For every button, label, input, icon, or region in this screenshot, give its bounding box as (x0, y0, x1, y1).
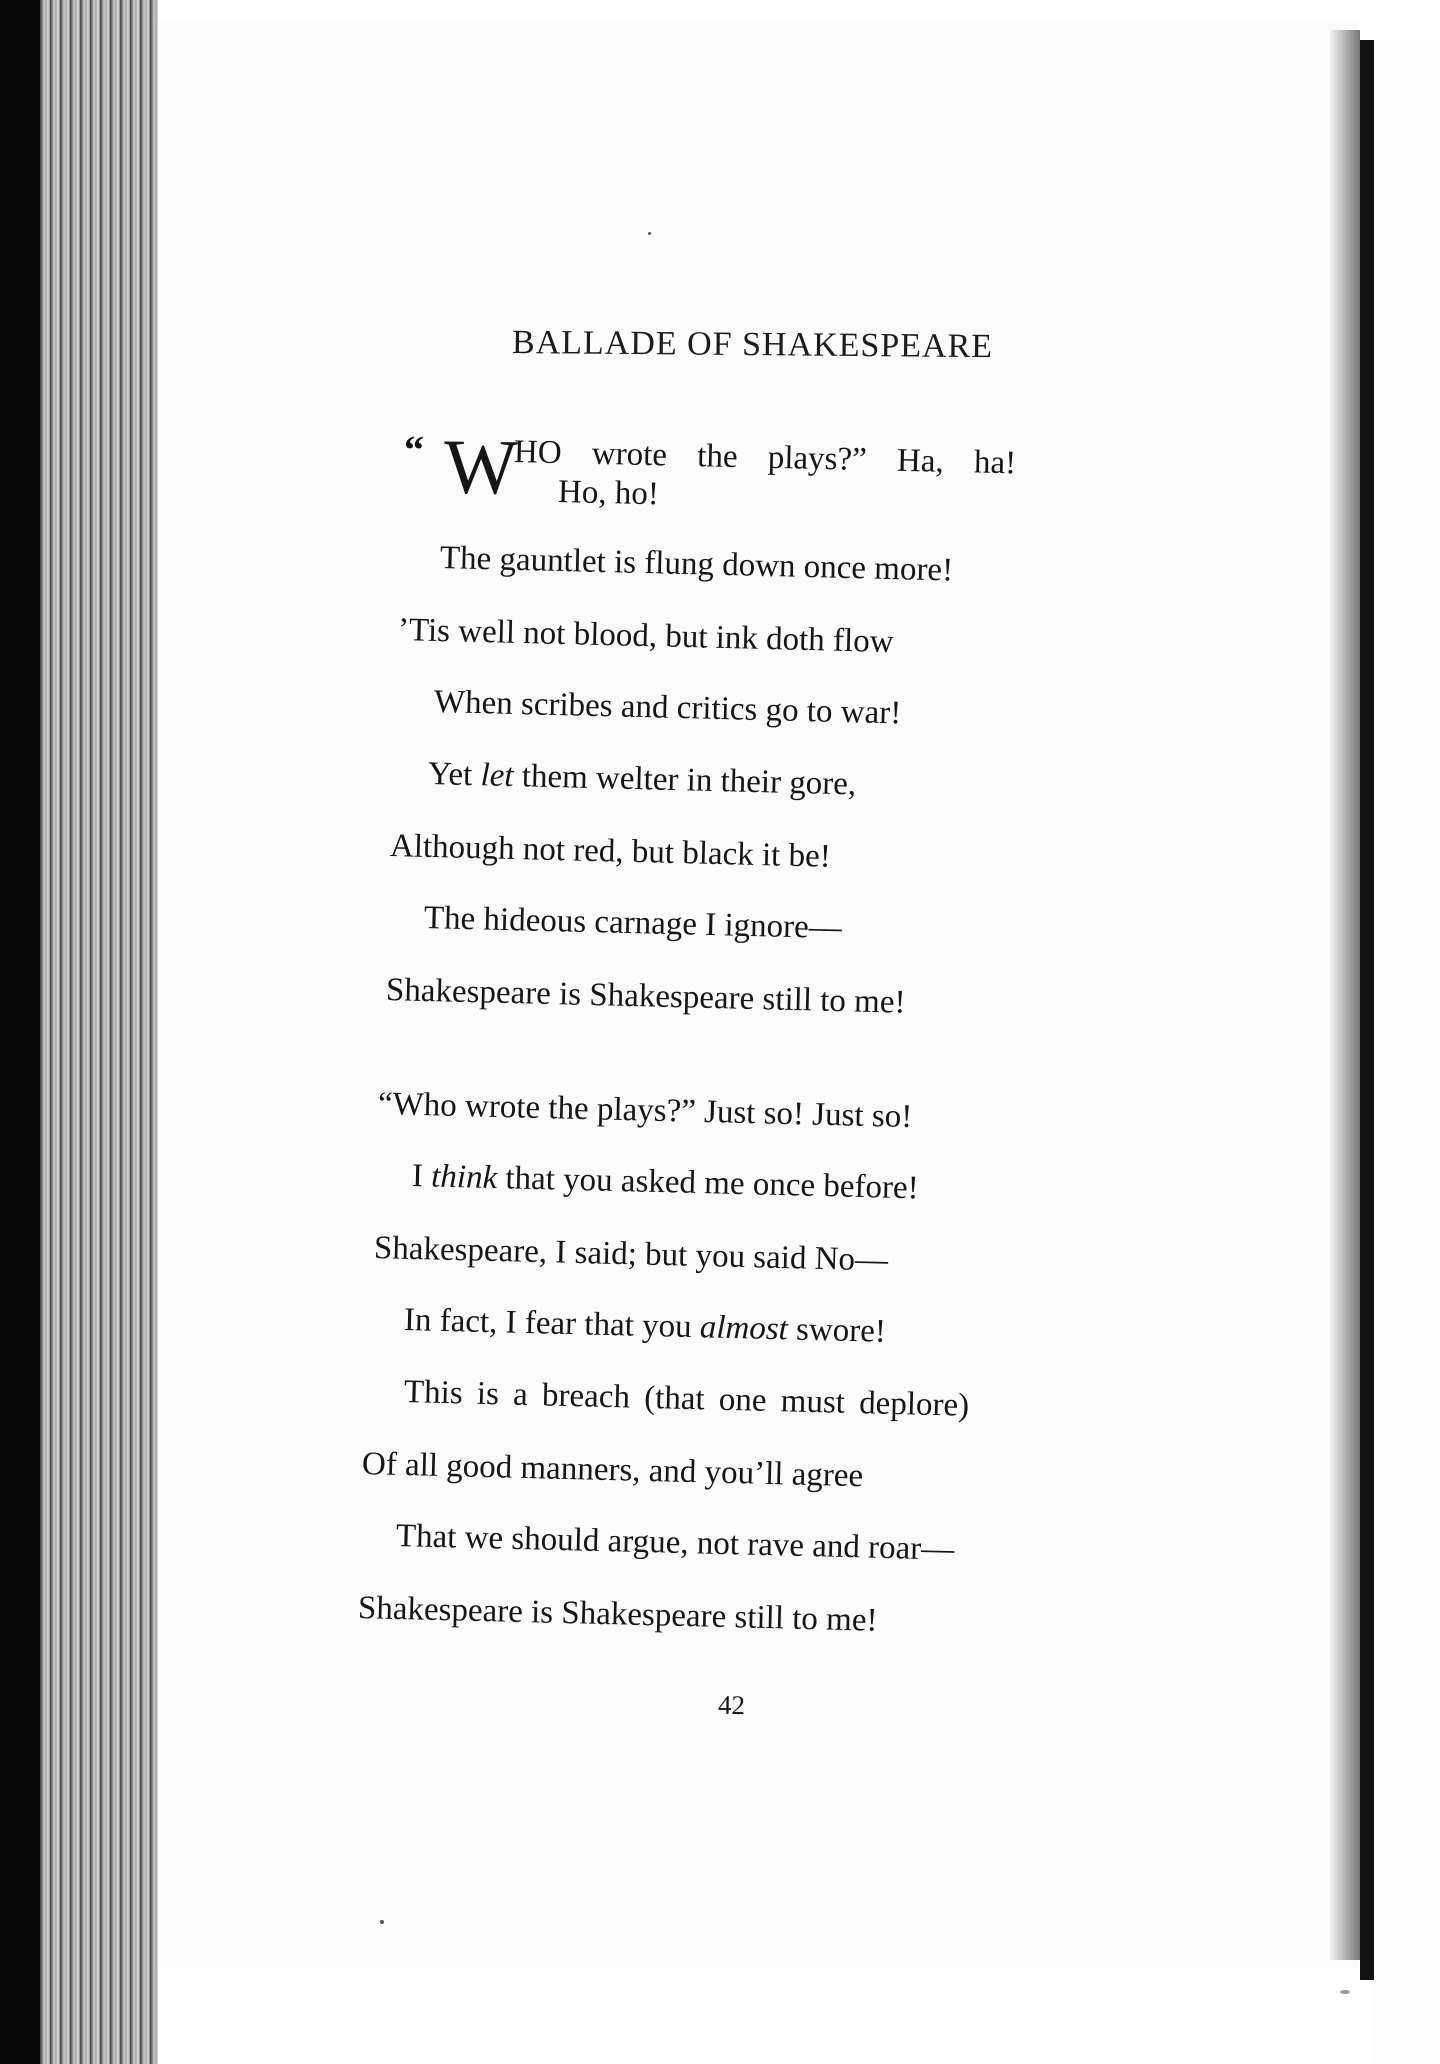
page-bottom-margin (158, 1968, 1358, 2064)
binding-edge (1360, 40, 1374, 1980)
verse-line: In fact, I fear that you almost swore! (403, 1302, 887, 1350)
page-edges-stack (40, 0, 158, 2064)
verse-line: Yet let them welter in their gore, (427, 756, 857, 803)
verse-line: When scribes and critics go to war! (433, 684, 902, 732)
scan-background-left (0, 0, 40, 2064)
paper-speck (380, 1920, 384, 1924)
paper-speck (648, 232, 651, 235)
verse-line: Of all good manners, and you’ll agree (361, 1446, 864, 1495)
book-page (158, 0, 1358, 2064)
first-line-text: HO wrote the plays?” Ha, ha! (513, 434, 1017, 482)
drop-cap: W (443, 422, 519, 511)
verse-line: Shakespeare, I said; but you said No— (373, 1230, 889, 1279)
verse-line: That we should argue, not rave and roar— (395, 1518, 955, 1568)
italic-emphasis: almost (699, 1309, 789, 1348)
verse-line: I think that you asked me once before! (411, 1158, 920, 1207)
italic-emphasis: let (480, 757, 515, 795)
verse-line: ’Tis well not blood, but ink doth flow (397, 612, 894, 661)
verse-line: The hideous carnage I ignore— (423, 900, 843, 947)
opening-quote-mark: “ (403, 426, 425, 473)
running-head: BALLADE OF SHAKESPEARE (511, 324, 994, 366)
verse-line: Although not red, but black it be! (389, 828, 832, 875)
page-top-margin (158, 0, 1358, 22)
verse-line: Shakespeare is Shakespeare still to me! (385, 972, 906, 1021)
paper-speck (1340, 1990, 1350, 1994)
verse-line: “Who wrote the plays?” Just so! Just so! (377, 1086, 913, 1136)
facing-page-edge (1374, 40, 1440, 2064)
verse-line: Shakespeare is Shakespeare still to me! (357, 1590, 878, 1639)
page-number: 42 (717, 1689, 746, 1721)
verse-line: The gauntlet is flung down once more! (439, 540, 954, 589)
italic-emphasis: think (430, 1158, 498, 1197)
binding-shadow (1330, 30, 1360, 1960)
first-line-continuation: Ho, ho! (557, 474, 660, 513)
verse-line: This is a breach (that one must deplore) (403, 1374, 970, 1424)
